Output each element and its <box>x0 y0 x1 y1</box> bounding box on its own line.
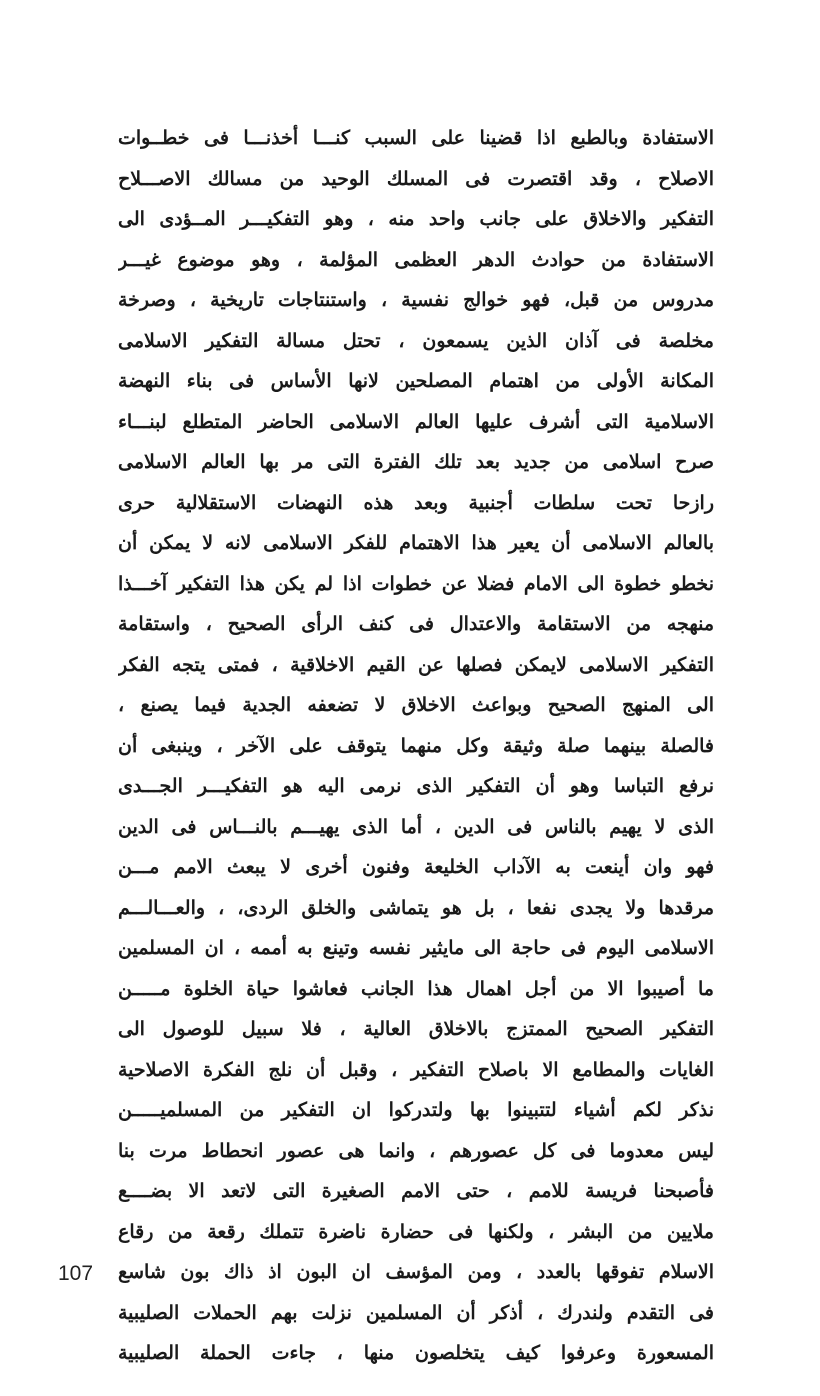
text-line: نخطو خطوة الى الامام فضلا عن خطوات اذا لم يكن هذا التفكير آخـــذا <box>118 572 714 595</box>
text-line: الغايات والمطامع الا باصلاح التفكير ، وقبل أن نلج الفكرة الاصلاحية <box>118 1058 714 1081</box>
text-line: فالصلة بينهما صلة وثيقة وكل منهما يتوقف على الآخر ، وينبغى أن <box>118 734 714 757</box>
text-line: مخلصة فى آذان الذين يسمعون ، تحتل مسالة التفكير الاسلامى <box>118 329 714 352</box>
text-line: الاستفادة وبالطبع اذا قضينا على السبب كنـــا أخذنـــا فى خطــوات <box>118 127 714 149</box>
text-line: التفكير الصحيح الممتزج بالاخلاق العالية ، فلا سبيل للوصول الى <box>118 1018 714 1040</box>
text-line: صرح اسلامى من جديد بعد تلك الفترة التى مر بها العالم الاسلامى <box>118 451 714 473</box>
text-line: ملايين من البشر ، ولكنها فى حضارة ناضرة تتملك رقعة من رقاع <box>118 1220 714 1243</box>
text-line: مرقدها ولا يجدى نفعا ، بل هو يتماشى والخلق الردى، ، والعـــالـــم <box>118 896 714 919</box>
text-line: الاستفادة من حوادث الدهر العظمى المؤلمة ، وهو موضوع غيـــر <box>118 248 714 271</box>
body-text <box>118 118 714 1374</box>
text-line: فهو وان أينعت به الآداب الخليعة وفنون أخرى لا يبعث الامم مـــن <box>118 856 714 878</box>
text-line: المكانة الأولى من اهتمام المصلحين لانها الأساس فى بناء النهضة <box>118 370 714 392</box>
text-line: ليس معدوما فى كل عصورهم ، وانما هى عصور انحطاط مرت بنا <box>118 1139 714 1162</box>
text-line: الى المنهج الصحيح وبواعث الاخلاق لا تضعفه الجدية فيما يصنع ، <box>118 694 714 716</box>
text-line: بالعالم الاسلامى أن يعير هذا الاهتمام للفكر الاسلامى لانه لا يمكن أن <box>118 532 714 554</box>
page-number: 107 <box>58 1262 94 1285</box>
text-line: ما أصيبوا الا من أجل اهمال هذا الجانب فعاشوا حياة الخلوة مـــــن <box>118 977 714 1000</box>
text-line: مدروس من قبل، فهو خوالج نفسية ، واستنتاجات تاريخية ، وصرخة <box>118 289 714 311</box>
text-line: التفكير والاخلاق على جانب واحد منه ، وهو التفكيـــر المــؤدى الى <box>118 208 714 230</box>
text-line: فأصبحنا فريسة للامم ، حتى الامم الصغيرة التى لاتعد الا بضــــع <box>118 1180 714 1202</box>
text-line: فى التقدم ولندرك ، أذكر أن المسلمين نزلت بهم الحملات الصليبية <box>118 1301 714 1324</box>
text-line: الاسلام تفوقها بالعدد ، ومن المؤسف ان البون اذ ذاك بون شاسع <box>118 1261 714 1283</box>
text-line: رازحا تحت سلطات أجنبية وبعد هذه النهضات الاستقلالية حرى <box>118 491 714 514</box>
text-line: الاسلامية التى أشرف عليها العالم الاسلامى الحاضر المتطلع لبنـــاء <box>118 410 714 433</box>
text-line: الذى لا يهيم بالناس فى الدين ، أما الذى يهيـــم بالنـــاس فى الدين <box>118 815 714 838</box>
text-line: نرفع التباسا وهو أن التفكير الذى نرمى اليه هو التفكيـــر الجـــدى <box>118 775 714 797</box>
text-line: الاسلامى اليوم فى حاجة الى مايثير نفسه وتينع به أممه ، ان المسلمين <box>118 937 714 959</box>
text-line: نذكر لكم أشياء لتتبينوا بها ولتدركوا ان التفكير من المسلميـــــن <box>118 1099 714 1121</box>
text-line: المسعورة وعرفوا كيف يتخلصون منها ، جاءت الحملة الصليبية <box>118 1342 714 1364</box>
text-line: منهجه من الاستقامة والاعتدال فى كنف الرأى الصحيح ، واستقامة <box>118 613 714 635</box>
text-line: الاصلاح ، وقد اقتصرت فى المسلك الوحيد من مسالك الاصـــلاح <box>118 167 714 190</box>
text-line: التفكير الاسلامى لايمكن فصلها عن القيم الاخلاقية ، فمتى يتجه الفكر <box>118 653 714 676</box>
